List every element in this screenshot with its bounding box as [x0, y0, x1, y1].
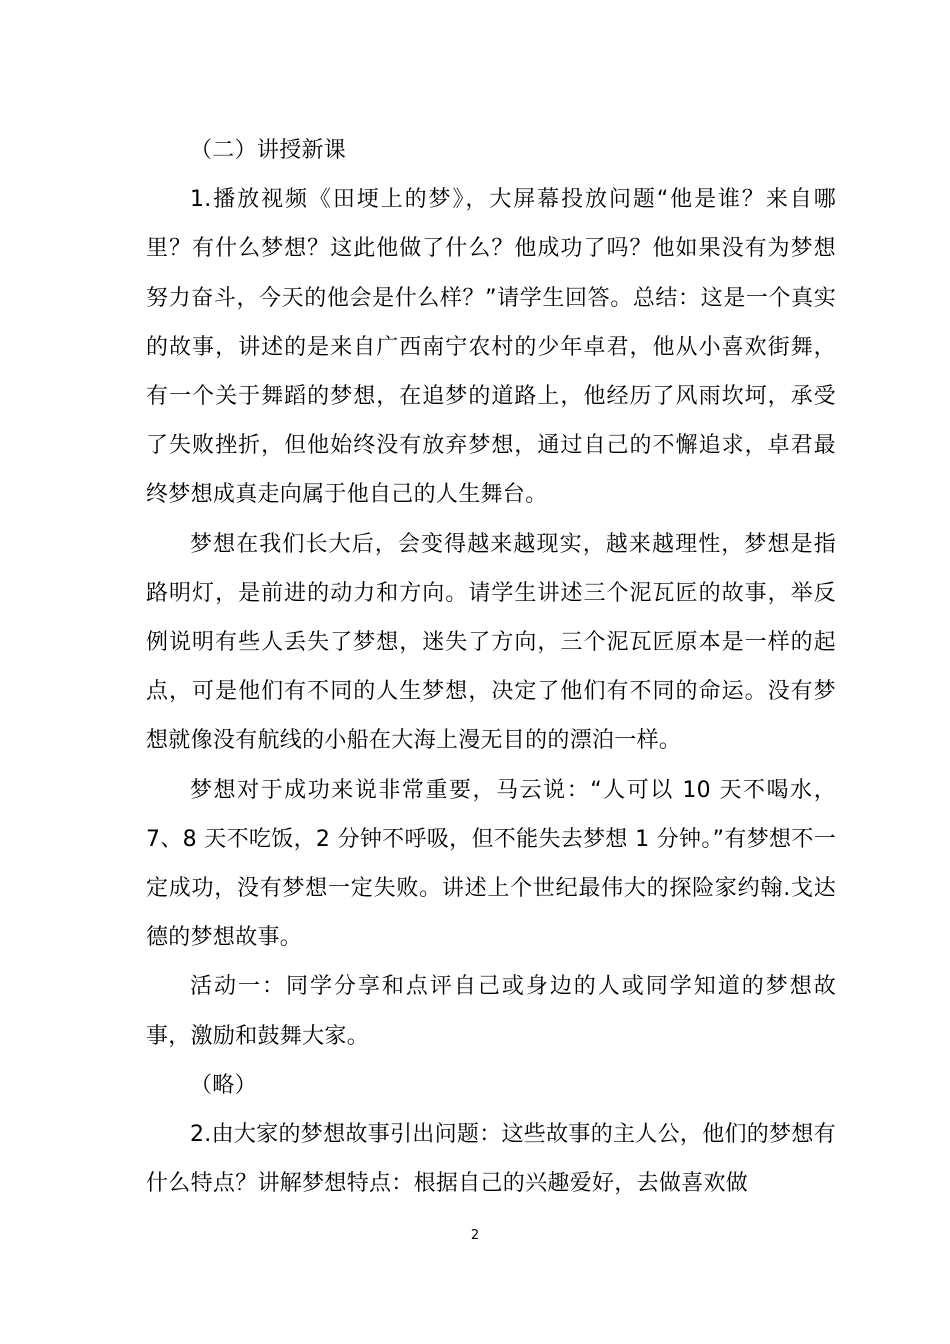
paragraph-dream-features: 2.由大家的梦想故事引出问题：这些故事的主人公，他们的梦想有什么特点？讲解梦想特点：根据自己的兴趣爱好，去做喜欢做 [146, 1122, 836, 1197]
section-heading: （二）讲授新课 [190, 138, 347, 163]
paragraph-jack-ma-quote: 梦想对于成功来说非常重要，马云说：“人可以 10 天不喝水，7、8 天不吃饭，2 分钟不呼吸，但不能失去梦想 1 分钟。”有梦想不一定成功，没有梦想一定失败。讲述上个世纪最伟大的探险家约翰.戈达德的梦想故事。 [146, 777, 836, 951]
paragraph-activity-one: 活动一：同学分享和点评自己或身边的人或同学知道的梦想故事，激励和鼓舞大家。 [146, 974, 836, 1049]
page-number: 2 [470, 1228, 480, 1243]
paragraph-video-story: 1.播放视频《田埂上的梦》，大屏幕投放问题“他是谁？来自哪里？有什么梦想？这此他做了什么？他成功了吗？他如果没有为梦想努力奋斗，今天的他会是什么样？”请学生回答。总结：这是一个真实的故事，讲述的是来自广西南宁农村的少年卓君，他从小喜欢街舞，有一个关于舞蹈的梦想，在追梦的道路上，他经历了风雨坎坷，承受了失败挫折，但他始终没有放弃梦想，通过自己的不懈追求，卓君最终梦想成真走向属于他自己的人生舞台。 [146, 187, 836, 508]
omitted-note: （略） [190, 1072, 257, 1098]
document-body [146, 126, 836, 1208]
paragraph-three-masons: 梦想在我们长大后，会变得越来越现实，越来越理性，梦想是指路明灯，是前进的动力和方向。请学生讲述三个泥瓦匠的故事，举反例说明有些人丢失了梦想，迷失了方向，三个泥瓦匠原本是一样的起点，可是他们有不同的人生梦想，决定了他们有不同的命运。没有梦想就像没有航线的小船在大海上漫无目的的漂泊一样。 [146, 531, 836, 754]
